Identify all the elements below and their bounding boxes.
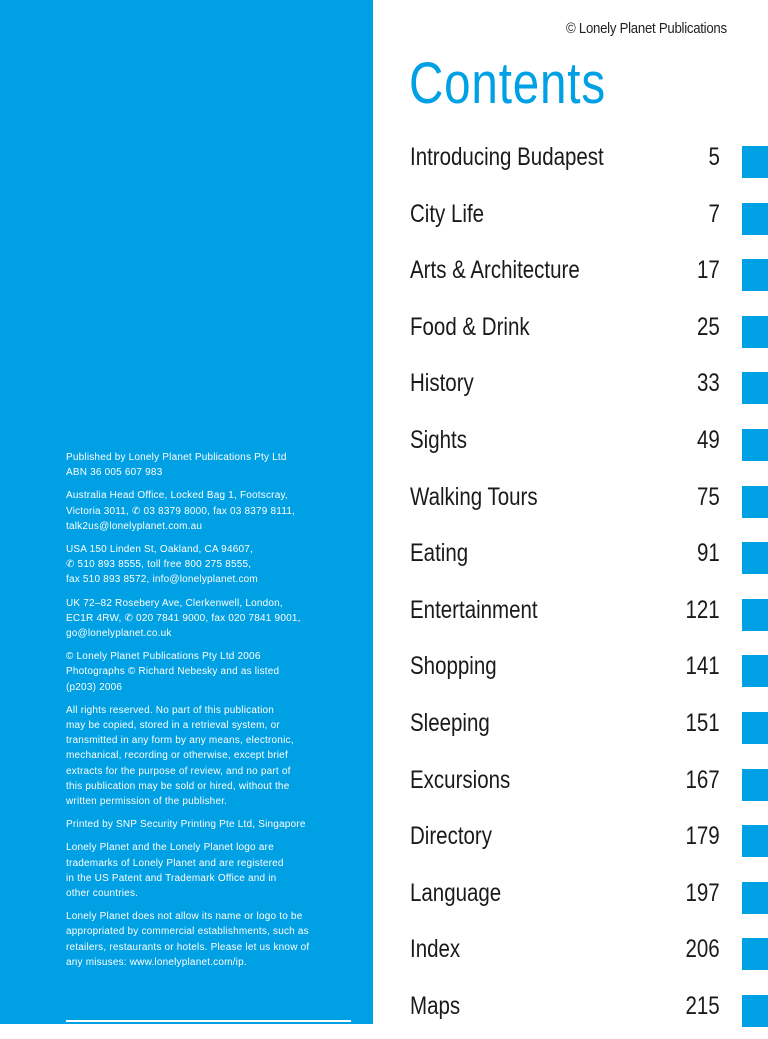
- toc-entry-page: 167: [685, 765, 720, 794]
- toc-entry-index[interactable]: [410, 925, 768, 982]
- imprint-uk-office: UK 72–82 Rosebery Ave, Clerkenwell, London, EC1R 4RW, ✆ 020 7841 9000, fax 020 7841 9001, go@lonelyplanet.co.uk: [66, 597, 301, 640]
- toc-entry-page: 7: [708, 199, 720, 228]
- toc-entry-page: 141: [685, 652, 720, 681]
- toc-entry-page: 25: [697, 312, 720, 341]
- toc-entry-page: 33: [697, 369, 720, 398]
- toc-entry-label: Excursions: [410, 765, 511, 794]
- toc-entry-page: 17: [697, 256, 720, 285]
- toc-entry-label: Index: [410, 935, 461, 964]
- chapter-tab-marker: [742, 825, 768, 857]
- toc-entry-label: Eating: [410, 539, 469, 568]
- chapter-tab-marker: [742, 486, 768, 518]
- toc-entry-page: 151: [685, 708, 720, 737]
- toc-entry-label: Entertainment: [410, 595, 538, 624]
- chapter-tab-marker: [742, 203, 768, 235]
- toc-entry-entertainment[interactable]: [410, 586, 768, 643]
- toc-entry-page: 75: [697, 482, 720, 511]
- imprint-misuse-notice: Lonely Planet does not allow its name or logo to be appropriated by commercial establishments, such as retailers, restaurants or hotels. Please let us know of any misuses: www.lonelyplanet.com/ip.: [66, 911, 310, 968]
- toc-entry-food-drink[interactable]: [410, 303, 768, 360]
- imprint-text: [66, 450, 351, 978]
- table-of-contents: [410, 133, 768, 1039]
- toc-entry-page: 91: [697, 539, 720, 568]
- chapter-tab-marker: [742, 259, 768, 291]
- toc-entry-maps[interactable]: [410, 982, 768, 1039]
- toc-entry-language[interactable]: [410, 869, 768, 926]
- chapter-tab-marker: [742, 995, 768, 1027]
- toc-entry-label: Introducing Budapest: [410, 143, 604, 171]
- toc-entry-page: 49: [697, 425, 720, 454]
- toc-entry-label: Arts & Architecture: [410, 256, 580, 285]
- toc-entry-arts-architecture[interactable]: [410, 246, 768, 303]
- imprint-usa-office: USA 150 Linden St, Oakland, CA 94607, ✆ 510 893 8555, toll free 800 275 8555, fax 510 893 8572, info@lonelyplanet.com: [66, 544, 258, 586]
- chapter-tab-marker: [742, 938, 768, 970]
- imprint-divider: [66, 1020, 351, 1022]
- chapter-tab-marker: [742, 712, 768, 744]
- toc-entry-page: 179: [685, 822, 720, 851]
- chapter-tab-marker: [742, 542, 768, 574]
- imprint-rights-reserved: All rights reserved. No part of this publication may be copied, stored in a retrieval system, or transmitted in any form by any means, electronic, mechanical, recording or otherwise, except brief extracts for the purpose of review, and no part of this publication may be sold or hired, without the written permission of the publisher.: [66, 704, 294, 808]
- chapter-tab-marker: [742, 655, 768, 687]
- imprint-australia-office: Australia Head Office, Locked Bag 1, Footscray, Victoria 3011, ✆ 03 8379 8000, fax 03 8379 8111, talk2us@lonelyplanet.com.au: [66, 490, 296, 532]
- toc-entry-label: Walking Tours: [410, 482, 538, 511]
- imprint-trademark: Lonely Planet and the Lonely Planet logo are trademarks of Lonely Planet and are registered in the US Patent and Trademark Office and in other countries.: [66, 842, 284, 900]
- imprint-copyright: © Lonely Planet Publications Pty Ltd 2006 Photographs © Richard Nebesky and as listed (p203) 2006: [66, 651, 280, 693]
- copyright-notice: © Lonely Planet Publications: [566, 20, 727, 37]
- toc-entry-label: City Life: [410, 199, 485, 228]
- chapter-tab-marker: [742, 599, 768, 631]
- toc-entry-page: 206: [685, 935, 720, 964]
- chapter-tab-marker: [742, 146, 768, 178]
- toc-entry-label: Food & Drink: [410, 312, 530, 341]
- toc-entry-page: 215: [685, 991, 720, 1020]
- toc-entry-shopping[interactable]: [410, 642, 768, 699]
- toc-entry-excursions[interactable]: [410, 756, 768, 813]
- toc-entry-label: Maps: [410, 991, 461, 1020]
- chapter-tab-marker: [742, 372, 768, 404]
- toc-entry-label: History: [410, 369, 474, 398]
- toc-entry-sleeping[interactable]: [410, 699, 768, 756]
- imprint-printer: Printed by SNP Security Printing Pte Ltd, Singapore: [66, 819, 306, 831]
- toc-entry-page: 197: [685, 878, 720, 907]
- page-title: Contents: [409, 51, 606, 116]
- toc-entry-label: Shopping: [410, 652, 497, 681]
- imprint-publisher: Published by Lonely Planet Publications Pty Ltd ABN 36 005 607 983: [66, 452, 287, 479]
- chapter-tab-marker: [742, 316, 768, 348]
- toc-entry-eating[interactable]: [410, 529, 768, 586]
- toc-entry-page: 5: [708, 143, 720, 171]
- toc-entry-label: Directory: [410, 822, 493, 851]
- toc-entry-history[interactable]: [410, 359, 768, 416]
- chapter-tab-marker: [742, 429, 768, 461]
- toc-entry-page: 121: [685, 595, 720, 624]
- chapter-tab-marker: [742, 882, 768, 914]
- toc-entry-sights[interactable]: [410, 416, 768, 473]
- toc-entry-label: Language: [410, 878, 502, 907]
- toc-entry-walking-tours[interactable]: [410, 473, 768, 530]
- imprint-panel: [0, 0, 373, 1024]
- toc-entry-label: Sights: [410, 425, 467, 454]
- toc-entry-city-life[interactable]: [410, 190, 768, 247]
- toc-entry-introducing-budapest[interactable]: [410, 133, 768, 190]
- toc-entry-directory[interactable]: [410, 812, 768, 869]
- toc-entry-label: Sleeping: [410, 708, 490, 737]
- chapter-tab-marker: [742, 769, 768, 801]
